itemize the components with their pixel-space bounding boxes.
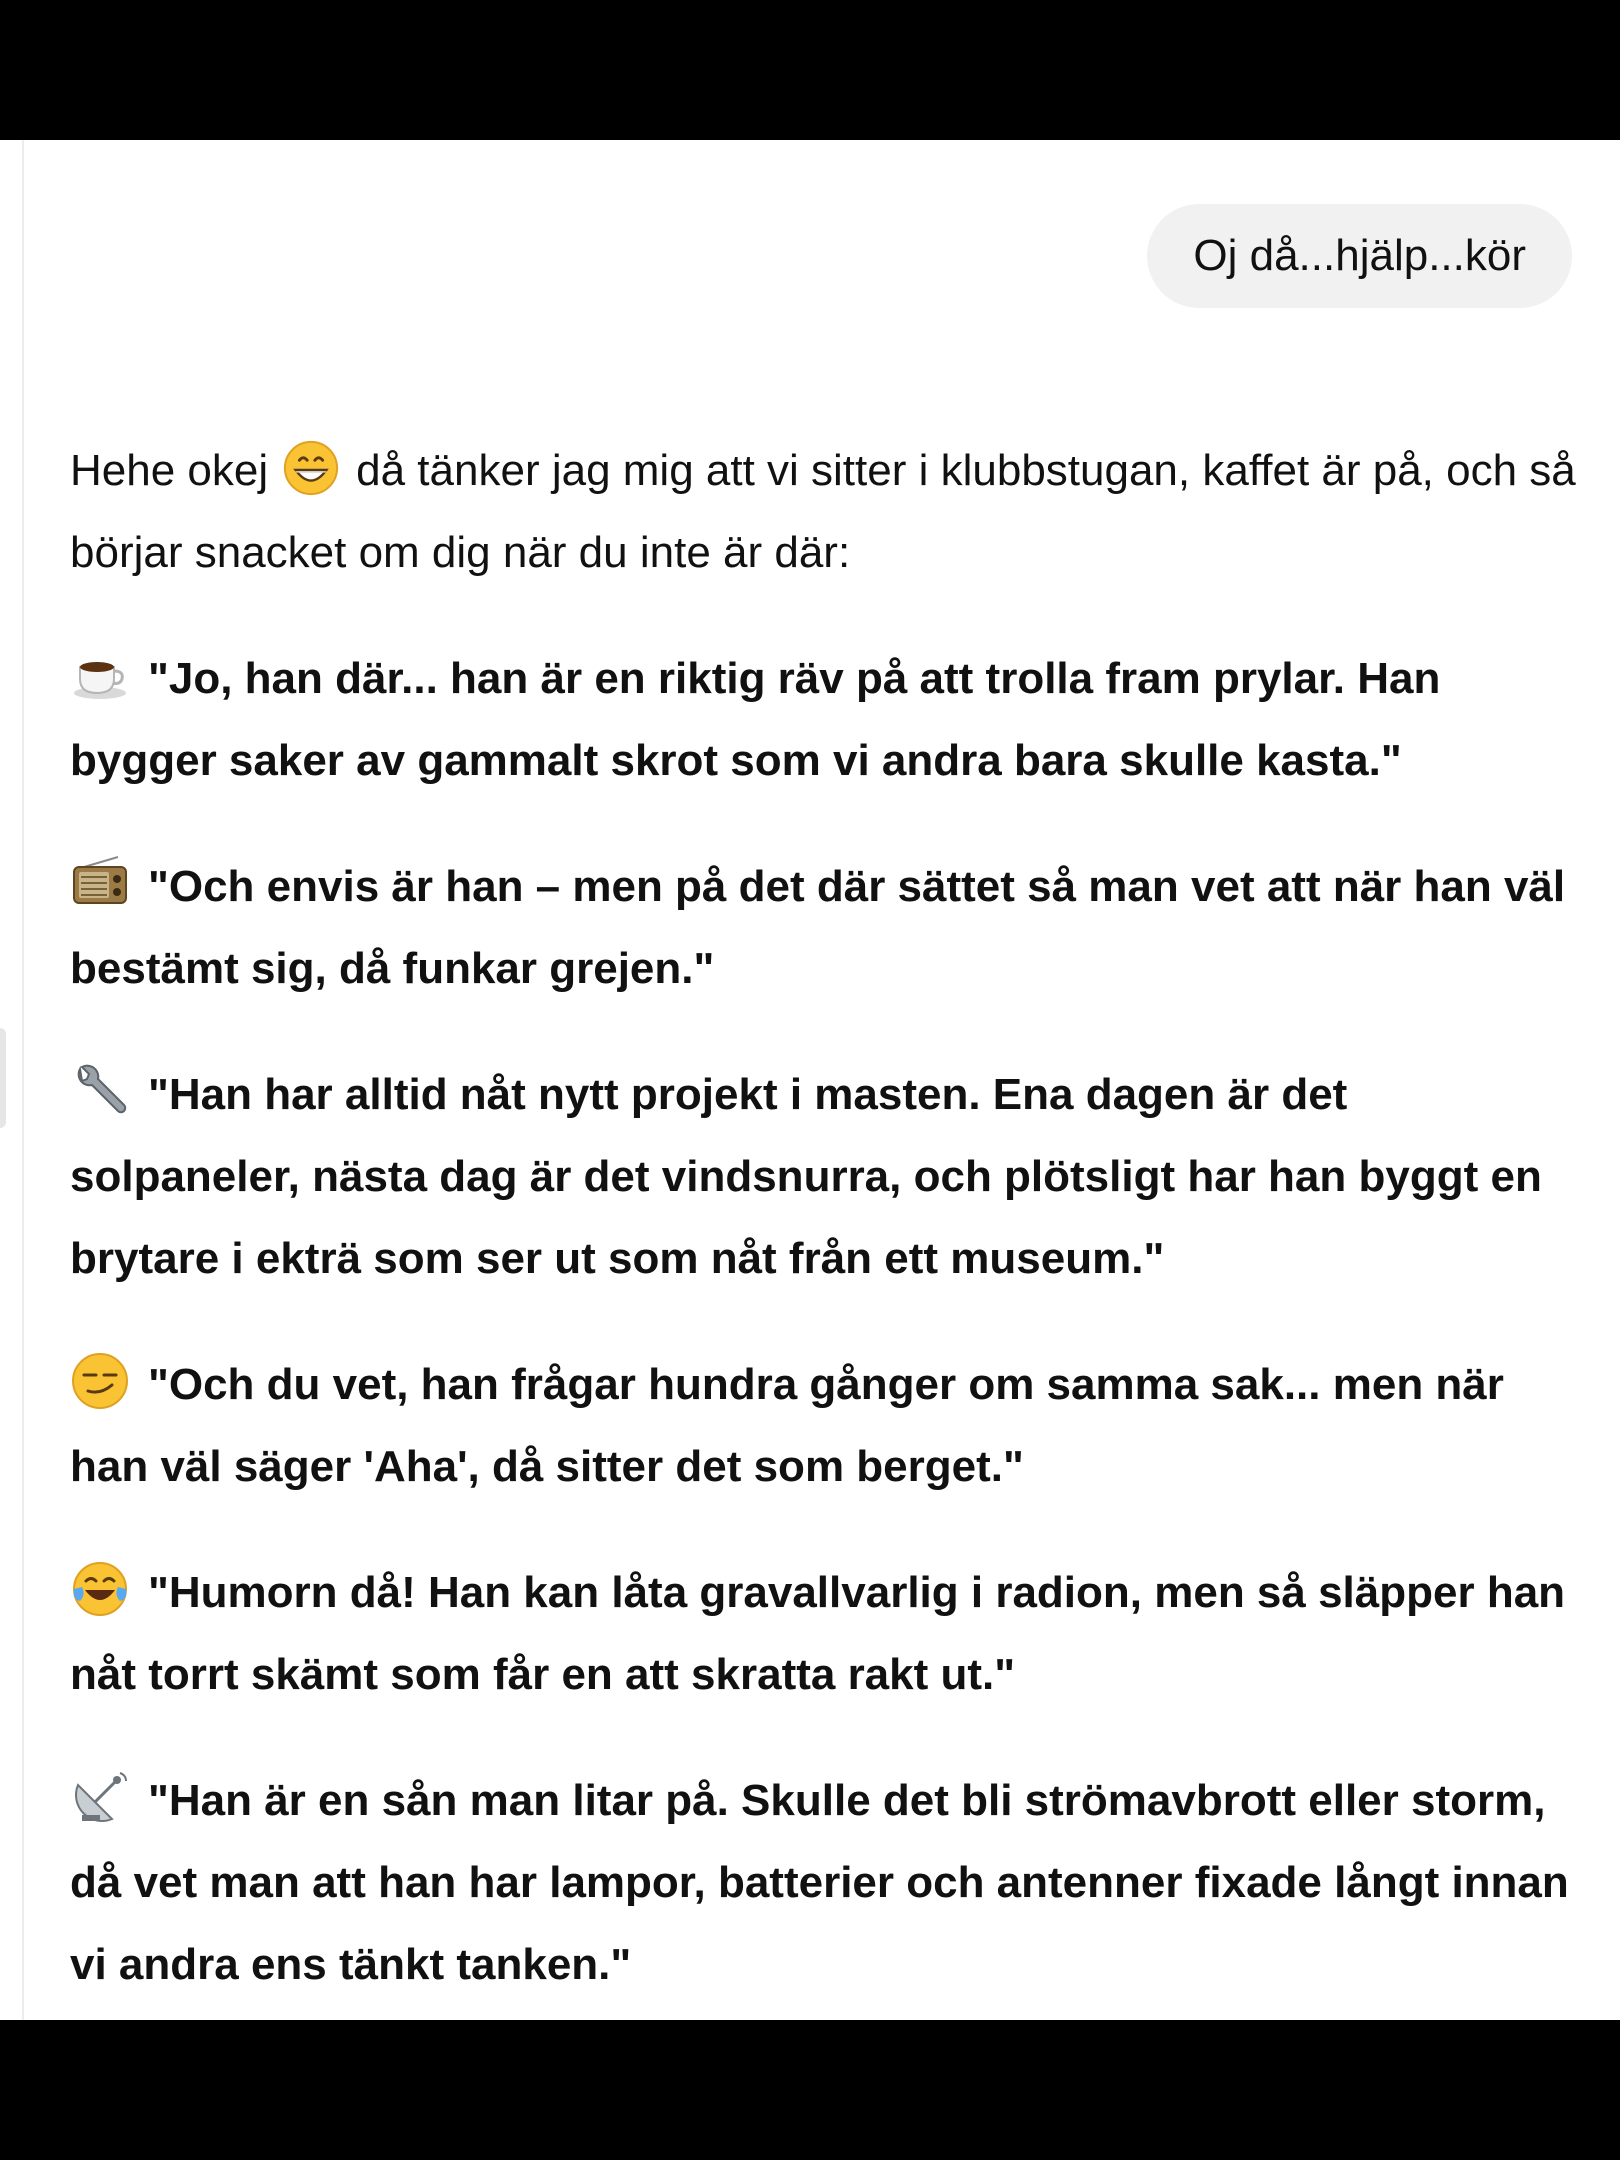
- wrench-icon: [70, 1061, 130, 1121]
- list-item-text: "Humorn då! Han kan låta gravallvarlig i radion, men så släpper han nåt torrt skämt som får en att skratta rakt ut.": [70, 1568, 1566, 1699]
- user-message-text: Oj då...hjälp...kör: [1193, 231, 1526, 280]
- list-item: [70, 846, 1580, 1010]
- bottom-frame: [0, 2020, 1620, 2160]
- radio-icon: [70, 853, 130, 913]
- intro-text-end: då tänker jag mig att vi sitter i klubbstugan, kaffet är på, och så börjar snacket om dig när du inte är där:: [70, 446, 1576, 577]
- list-item-text: "Och envis är han – men på det där sättet så man vet att när han väl bestämt sig, då funkar grejen.": [70, 862, 1566, 993]
- list-item: [70, 1344, 1580, 1508]
- coffee-cup-icon: [70, 645, 130, 705]
- user-message-bubble: [1147, 204, 1572, 308]
- list-item: [70, 1760, 1580, 2006]
- list-item-text: "Han är en sån man litar på. Skulle det bli strömavbrott eller storm, då vet man att han har lampor, batterier och antenner fixade långt innan vi andra ens tänkt tanken.": [70, 1776, 1569, 1989]
- satellite-dish-icon: [70, 1767, 130, 1827]
- intro-text-start: Hehe okej: [70, 446, 269, 495]
- list-item: [70, 1552, 1580, 1716]
- assistant-message: [70, 430, 1580, 2020]
- chat-view[interactable]: [0, 140, 1620, 2020]
- list-item: [70, 1054, 1580, 1300]
- tears-of-joy-icon: [70, 1559, 130, 1619]
- grinning-face-icon: [282, 439, 340, 497]
- status-bar: [0, 0, 1620, 140]
- smirking-face-icon: [70, 1351, 130, 1411]
- list-item-text: "Och du vet, han frågar hundra gånger om samma sak... men när han väl säger 'Aha', då sitter det som berget.": [70, 1360, 1504, 1491]
- sidebar-handle[interactable]: [0, 1028, 6, 1128]
- list-item-text: "Han har alltid nåt nytt projekt i masten. Ena dagen är det solpaneler, nästa dag är det vindsnurra, och plötsligt har han byggt en brytare i ekträ som ser ut som nåt från ett museum.": [70, 1070, 1542, 1283]
- list-item: [70, 638, 1580, 802]
- intro-paragraph: [70, 430, 1580, 594]
- list-item-text: "Jo, han där... han är en riktig räv på att trolla fram prylar. Han bygger saker av gammalt skrot som vi andra bara skulle kasta.": [70, 654, 1441, 785]
